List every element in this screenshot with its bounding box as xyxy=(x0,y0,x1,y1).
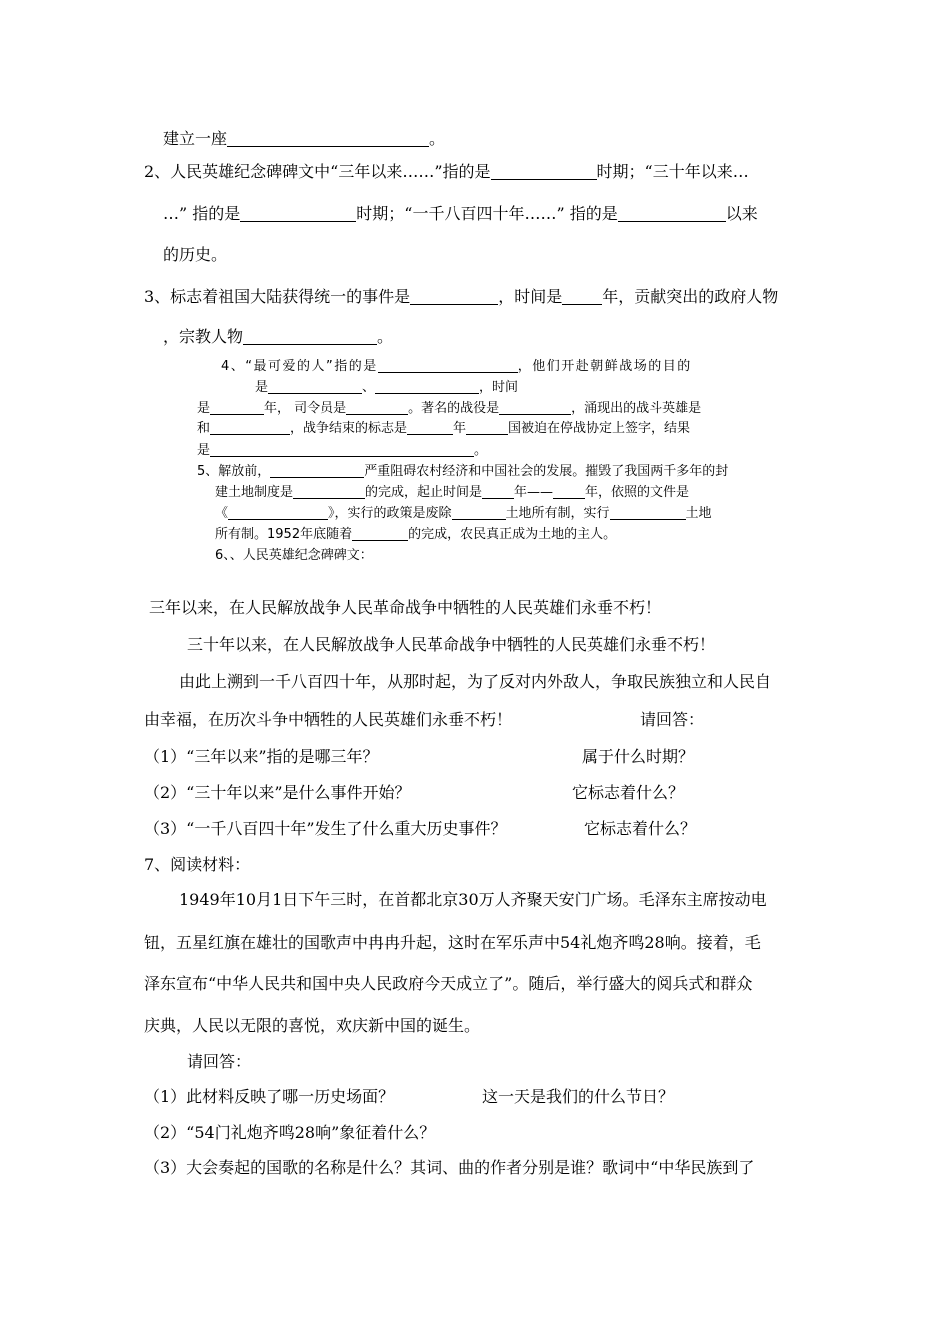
q5-line-2: 建土地制度是 的完成，起止时间是 年—— 年，依照的文件是 xyxy=(215,485,690,500)
q2-line-2: …” 指的是 时期；“一千八百四十年……” 指的是 以来 xyxy=(163,204,758,223)
q6-sub3-a: （3）“一千八百四十年”发生了什么重大历史事件？ xyxy=(144,819,507,838)
q7-sub1-b: 这一天是我们的什么节日？ xyxy=(482,1087,675,1106)
q6-inscription-2: 三十年以来，在人民解放战争人民革命战争中牺牲的人民英雄们永垂不朽！ xyxy=(187,635,716,654)
q4-line-5: 是 。 xyxy=(197,443,488,458)
q6-sub2-a: （2）“三十年以来”是什么事件开始？ xyxy=(144,783,411,802)
blank[interactable] xyxy=(610,506,686,520)
blank[interactable] xyxy=(228,506,328,520)
blank[interactable] xyxy=(293,485,365,499)
blank[interactable] xyxy=(210,421,290,435)
q4-line-3: 是 年， 司令员是 。著名的战役是 ，涌现出的战斗英雄是 xyxy=(197,401,702,416)
q5-line-1: 5、解放前， 严重阻碍农村经济和中国社会的发展。摧毁了我国两千多年的封 xyxy=(197,464,729,479)
q3-line-1: 3、标志着祖国大陆获得统一的事件是 ，时间是 年，贡献突出的政府人物 xyxy=(144,287,779,306)
blank[interactable] xyxy=(482,485,514,499)
q7-sub3: （3）大会奏起的国歌的名称是什么？其词、曲的作者分别是谁？歌词中“中华民族到了 xyxy=(144,1158,755,1177)
blank[interactable] xyxy=(466,421,508,435)
blank[interactable] xyxy=(227,130,429,147)
blank[interactable] xyxy=(499,401,571,415)
q7-material-1: 1949年10月1日下午三时，在首都北京30万人齐聚天安门广场。毛泽东主席按动电 xyxy=(179,890,767,909)
blank[interactable] xyxy=(562,288,602,305)
blank[interactable] xyxy=(410,288,498,305)
blank[interactable] xyxy=(407,421,453,435)
q6-ask: 请回答： xyxy=(640,710,705,729)
q6-sub2-b: 它标志着什么？ xyxy=(572,783,685,802)
q4-line-4: 和 ，战争结束的标志是 年 国被迫在停战协定上签字，结果 xyxy=(197,421,691,436)
q4-line-1: 4、“最可爱的人”指的是 ，他们开赴朝鲜战场的目的 xyxy=(221,359,692,374)
blank[interactable] xyxy=(491,163,597,180)
q1-line: 建立一座 。 xyxy=(163,129,446,148)
q2-line-3: 的历史。 xyxy=(163,245,228,264)
q5-line-3: 《 》，实行的政策是废除 土地所有制，实行 土地 xyxy=(215,506,712,521)
q7-material-2: 钮，五星红旗在雄壮的国歌声中冉冉升起，这时在军乐声中54礼炮齐鸣28响。接着，毛 xyxy=(144,933,761,952)
q7-ask: 请回答： xyxy=(187,1052,252,1071)
blank[interactable] xyxy=(268,380,362,394)
q7-sub2: （2）“54门礼炮齐鸣28响”象征着什么？ xyxy=(144,1123,436,1142)
blank[interactable] xyxy=(352,527,408,541)
q6-inscription-3b: 由幸福，在历次斗争中牺牲的人民英雄们永垂不朽！ xyxy=(144,710,513,729)
q6-sub1-b: 属于什么时期？ xyxy=(582,747,695,766)
blank[interactable] xyxy=(375,380,479,394)
q6-inscription-3a: 由此上溯到一千八百四十年，从那时起，为了反对内外敌人，争取民族独立和人民自 xyxy=(179,672,772,691)
blank[interactable] xyxy=(270,464,364,478)
q7-material-3: 泽东宣布“中华人民共和国中央人民政府今天成立了”。随后，举行盛大的阅兵式和群众 xyxy=(144,974,753,993)
q2-line-1: 2、人民英雄纪念碑碑文中“三年以来……”指的是 时期；“三十年以来… xyxy=(144,162,749,181)
q6-inscription-1: 三年以来，在人民解放战争人民革命战争中牺牲的人民英雄们永垂不朽！ xyxy=(149,598,662,617)
blank[interactable] xyxy=(240,205,356,222)
blank[interactable] xyxy=(452,506,506,520)
blank[interactable] xyxy=(210,401,264,415)
q4-line-2: 是 、 ，时间 xyxy=(255,380,519,395)
blank[interactable] xyxy=(243,328,377,345)
blank[interactable] xyxy=(210,443,474,457)
q3-line-2: ，宗教人物 。 xyxy=(163,327,394,346)
q7-title: 7、阅读材料： xyxy=(144,855,251,874)
blank[interactable] xyxy=(346,401,408,415)
q5-line-4: 所有制。1952年底随着 的完成，农民真正成为土地的主人。 xyxy=(215,527,617,542)
q6-sub1-a: （1）“三年以来”指的是哪三年？ xyxy=(144,747,379,766)
q6-title: 6、、人民英雄纪念碑碑文： xyxy=(215,548,373,563)
blank[interactable] xyxy=(378,359,518,373)
q7-material-4: 庆典，人民以无限的喜悦，欢庆新中国的诞生。 xyxy=(144,1016,481,1035)
blank[interactable] xyxy=(553,485,585,499)
q7-sub1-a: （1）此材料反映了哪一历史场面？ xyxy=(144,1087,395,1106)
blank[interactable] xyxy=(618,205,726,222)
q6-sub3-b: 它标志着什么？ xyxy=(584,819,697,838)
